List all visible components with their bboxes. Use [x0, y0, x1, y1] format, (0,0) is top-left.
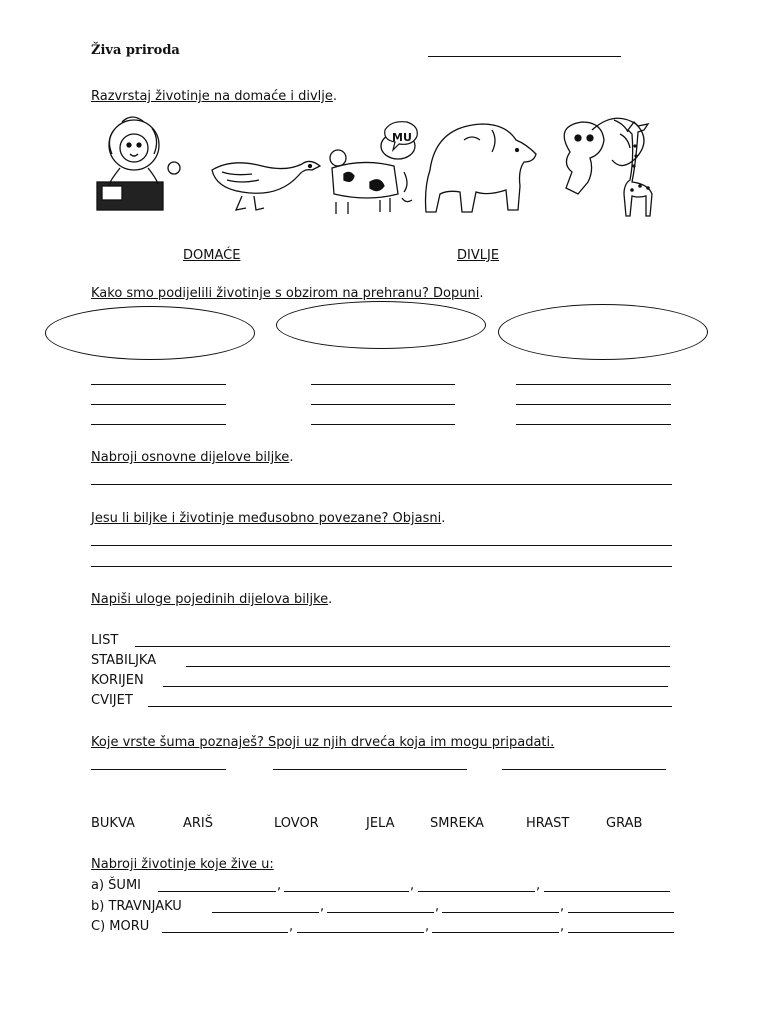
role-line-cvijet[interactable]	[148, 706, 672, 707]
question-5	[91, 592, 332, 607]
role-line-list[interactable]	[135, 646, 670, 647]
question-3-text: Nabroji osnovne dijelove biljke	[91, 450, 290, 465]
habitat-line[interactable]	[432, 932, 559, 933]
question-4-text: Jesu li biljke i životinje međusobno povezane? Objasni	[91, 511, 442, 526]
question-1-text: Razvrstaj životinje na domaće i divlje	[91, 89, 333, 104]
col-wild: DIVLJE	[457, 248, 500, 263]
role-label-list: LIST	[91, 633, 119, 648]
role-line-korijen[interactable]	[163, 686, 668, 687]
habitat-line[interactable]	[568, 912, 674, 913]
question-3	[91, 450, 293, 465]
comma: ,	[536, 878, 541, 893]
polar-bear-icon	[426, 124, 537, 212]
habitat-line[interactable]	[418, 891, 535, 892]
tree-word[interactable]: ARIŠ	[183, 816, 214, 831]
habitat-line[interactable]	[544, 891, 670, 892]
habitat-line[interactable]	[442, 912, 559, 913]
question-4-dot: .	[441, 511, 446, 526]
answer-line[interactable]	[91, 566, 672, 567]
name-blank[interactable]	[428, 56, 621, 57]
habitat-label-sumi: a) ŠUMI	[91, 878, 141, 893]
question-3-dot: .	[289, 450, 294, 465]
forest-line-3[interactable]	[502, 769, 666, 770]
giraffe-icon	[624, 122, 652, 216]
answer-line[interactable]	[516, 404, 671, 405]
habitat-label-moru: C) MORU	[91, 919, 150, 934]
answer-line[interactable]	[311, 384, 455, 385]
habitat-line[interactable]	[284, 891, 409, 892]
tree-word[interactable]: BUKVA	[91, 816, 135, 831]
comma: ,	[289, 919, 294, 934]
diet-oval-3[interactable]	[498, 304, 708, 360]
answer-line[interactable]	[91, 424, 226, 425]
question-2	[91, 286, 483, 301]
tree-word[interactable]: LOVOR	[274, 816, 319, 831]
cow-speech-bubble: MU	[392, 131, 412, 144]
forest-line-2[interactable]	[273, 769, 467, 770]
question-2-dot: .	[479, 286, 484, 301]
comma: ,	[560, 899, 565, 914]
animals-illustration	[92, 110, 672, 220]
answer-line[interactable]	[311, 404, 455, 405]
question-2-text: Kako smo podijelili životinje s obzirom na prehranu? Dopuni	[91, 286, 480, 301]
answer-line[interactable]	[91, 384, 226, 385]
comma: ,	[277, 878, 282, 893]
question-5-text: Napiši uloge pojedinih dijelova biljke	[91, 592, 329, 607]
role-line-stabiljka[interactable]	[186, 666, 670, 667]
tree-word[interactable]: SMREKA	[430, 816, 484, 831]
habitat-line[interactable]	[568, 932, 674, 933]
question-5-dot: .	[328, 592, 333, 607]
answer-line[interactable]	[516, 424, 671, 425]
tree-word[interactable]: HRAST	[526, 816, 570, 831]
diet-oval-1[interactable]	[45, 306, 255, 360]
diet-oval-2[interactable]	[276, 301, 486, 349]
tree-word[interactable]: JELA	[366, 816, 395, 831]
habitat-line[interactable]	[162, 932, 288, 933]
lion-icon	[97, 117, 180, 210]
habitat-line[interactable]	[158, 891, 276, 892]
habitat-label-travnjaku: b) TRAVNJAKU	[91, 899, 182, 914]
page-title: Živa priroda	[91, 43, 180, 58]
comma: ,	[560, 919, 565, 934]
question-4	[91, 511, 445, 526]
answer-line[interactable]	[311, 424, 455, 425]
comma: ,	[410, 878, 415, 893]
role-label-korijen: KORIJEN	[91, 673, 144, 688]
tree-word[interactable]: GRAB	[606, 816, 643, 831]
col-domestic: DOMAĆE	[183, 248, 241, 263]
role-label-stabiljka: STABILJKA	[91, 653, 157, 668]
cow-icon	[330, 133, 415, 214]
question-7: Nabroji životinje koje žive u:	[91, 857, 274, 872]
habitat-line[interactable]	[212, 912, 319, 913]
question-6: Koje vrste šuma poznaješ? Spoji uz njih drveća koja im mogu pripadati.	[91, 735, 555, 750]
answer-line[interactable]	[516, 384, 671, 385]
answer-line[interactable]	[91, 484, 672, 485]
comma: ,	[320, 899, 325, 914]
question-1	[91, 89, 337, 104]
habitat-line[interactable]	[297, 932, 424, 933]
forest-line-1[interactable]	[91, 769, 226, 770]
habitat-line[interactable]	[327, 912, 434, 913]
goose-icon	[212, 161, 320, 210]
answer-line[interactable]	[91, 404, 226, 405]
answer-line[interactable]	[91, 545, 672, 546]
role-label-cvijet: CVIJET	[91, 693, 133, 708]
comma: ,	[435, 899, 440, 914]
comma: ,	[425, 919, 430, 934]
question-1-dot: .	[332, 89, 338, 104]
